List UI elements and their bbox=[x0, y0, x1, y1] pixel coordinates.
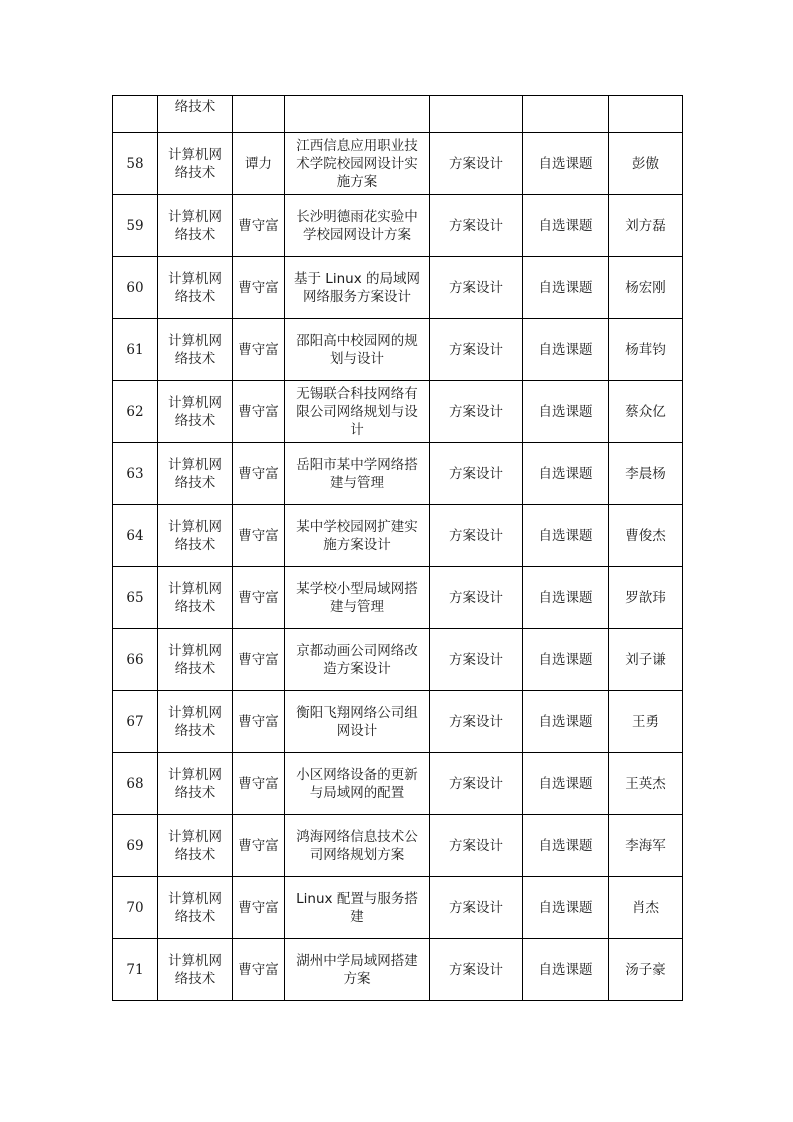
cell-major: 计算机网络技术 bbox=[158, 257, 233, 319]
cell-advisor: 曹守富 bbox=[233, 505, 285, 567]
cell-number: 62 bbox=[113, 381, 158, 443]
cell-student: 彭傲 bbox=[609, 133, 683, 195]
cell-title: 长沙明德雨花实验中学校园网设计方案 bbox=[285, 195, 430, 257]
cell-title: 基于 Linux 的局域网网络服务方案设计 bbox=[285, 257, 430, 319]
cell-type: 方案设计 bbox=[430, 753, 523, 815]
cell-number: 69 bbox=[113, 815, 158, 877]
table-row bbox=[113, 257, 683, 319]
cell-type: 方案设计 bbox=[430, 939, 523, 1001]
cell-type: 方案设计 bbox=[430, 133, 523, 195]
cell-major: 计算机网络技术 bbox=[158, 815, 233, 877]
cell-major: 计算机网络技术 bbox=[158, 877, 233, 939]
cell-source: 自选课题 bbox=[523, 195, 609, 257]
cell-type: 方案设计 bbox=[430, 691, 523, 753]
table-row bbox=[113, 381, 683, 443]
cell-source: 自选课题 bbox=[523, 629, 609, 691]
cell-type: 方案设计 bbox=[430, 567, 523, 629]
cell-advisor: 曹守富 bbox=[233, 877, 285, 939]
cell-type: 方案设计 bbox=[430, 505, 523, 567]
cell-advisor: 曹守富 bbox=[233, 443, 285, 505]
cell-source: 自选课题 bbox=[523, 505, 609, 567]
table-row bbox=[113, 505, 683, 567]
cell-major: 计算机网络技术 bbox=[158, 443, 233, 505]
cell-type: 方案设计 bbox=[430, 443, 523, 505]
table-row bbox=[113, 195, 683, 257]
cell-source: 自选课题 bbox=[523, 133, 609, 195]
cell-source: 自选课题 bbox=[523, 877, 609, 939]
cell-student: 刘方磊 bbox=[609, 195, 683, 257]
cell-type: 方案设计 bbox=[430, 815, 523, 877]
cell-student: 杨茸钧 bbox=[609, 319, 683, 381]
cell-number: 66 bbox=[113, 629, 158, 691]
cell-student: 肖杰 bbox=[609, 877, 683, 939]
cell-student: 李晨杨 bbox=[609, 443, 683, 505]
cell-number bbox=[113, 96, 158, 133]
cell-major: 计算机网络技术 bbox=[158, 567, 233, 629]
cell-advisor bbox=[233, 96, 285, 133]
table-row bbox=[113, 133, 683, 195]
cell-source: 自选课题 bbox=[523, 939, 609, 1001]
cell-major: 计算机网络技术 bbox=[158, 195, 233, 257]
cell-source: 自选课题 bbox=[523, 567, 609, 629]
cell-title: 鸿海网络信息技术公司网络规划方案 bbox=[285, 815, 430, 877]
cell-title: 湖州中学局域网搭建方案 bbox=[285, 939, 430, 1001]
cell-student: 蔡众亿 bbox=[609, 381, 683, 443]
cell-source: 自选课题 bbox=[523, 319, 609, 381]
cell-major: 计算机网络技术 bbox=[158, 629, 233, 691]
cell-title: 某学校小型局域网搭建与管理 bbox=[285, 567, 430, 629]
table-row bbox=[113, 629, 683, 691]
cell-student: 汤子豪 bbox=[609, 939, 683, 1001]
cell-advisor: 曹守富 bbox=[233, 753, 285, 815]
cell-type: 方案设计 bbox=[430, 381, 523, 443]
cell-major: 计算机网络技术 bbox=[158, 133, 233, 195]
table-row bbox=[113, 815, 683, 877]
cell-title: 江西信息应用职业技术学院校园网设计实施方案 bbox=[285, 133, 430, 195]
cell-type: 方案设计 bbox=[430, 877, 523, 939]
cell-title: 岳阳市某中学网络搭建与管理 bbox=[285, 443, 430, 505]
cell-source: 自选课题 bbox=[523, 443, 609, 505]
cell-student: 王勇 bbox=[609, 691, 683, 753]
cell-advisor: 曹守富 bbox=[233, 381, 285, 443]
cell-number: 58 bbox=[113, 133, 158, 195]
cell-type: 方案设计 bbox=[430, 257, 523, 319]
cell-title: 邵阳高中校园网的规划与设计 bbox=[285, 319, 430, 381]
cell-number: 68 bbox=[113, 753, 158, 815]
table-row bbox=[113, 443, 683, 505]
cell-advisor: 曹守富 bbox=[233, 939, 285, 1001]
cell-major: 计算机网络技术 bbox=[158, 505, 233, 567]
cell-major: 络技术 bbox=[158, 96, 233, 133]
cell-number: 63 bbox=[113, 443, 158, 505]
cell-advisor: 曹守富 bbox=[233, 319, 285, 381]
cell-student: 罗歆玮 bbox=[609, 567, 683, 629]
cell-number: 64 bbox=[113, 505, 158, 567]
table-row bbox=[113, 877, 683, 939]
cell-advisor: 谭力 bbox=[233, 133, 285, 195]
table-row bbox=[113, 753, 683, 815]
cell-title: 某中学校园网扩建实施方案设计 bbox=[285, 505, 430, 567]
table-row bbox=[113, 691, 683, 753]
table-row bbox=[113, 319, 683, 381]
cell-advisor: 曹守富 bbox=[233, 629, 285, 691]
cell-student: 杨宏刚 bbox=[609, 257, 683, 319]
cell-student bbox=[609, 96, 683, 133]
table-row bbox=[113, 939, 683, 1001]
cell-source: 自选课题 bbox=[523, 753, 609, 815]
cell-source: 自选课题 bbox=[523, 815, 609, 877]
cell-student: 王英杰 bbox=[609, 753, 683, 815]
cell-title: Linux 配置与服务搭建 bbox=[285, 877, 430, 939]
cell-number: 60 bbox=[113, 257, 158, 319]
cell-source: 自选课题 bbox=[523, 381, 609, 443]
cell-major: 计算机网络技术 bbox=[158, 319, 233, 381]
cell-type: 方案设计 bbox=[430, 629, 523, 691]
cell-title: 衡阳飞翔网络公司组网设计 bbox=[285, 691, 430, 753]
cell-advisor: 曹守富 bbox=[233, 567, 285, 629]
cell-advisor: 曹守富 bbox=[233, 691, 285, 753]
cell-title bbox=[285, 96, 430, 133]
cell-title: 无锡联合科技网络有限公司网络规划与设计 bbox=[285, 381, 430, 443]
cell-number: 59 bbox=[113, 195, 158, 257]
cell-major: 计算机网络技术 bbox=[158, 381, 233, 443]
cell-student: 曹俊杰 bbox=[609, 505, 683, 567]
cell-advisor: 曹守富 bbox=[233, 257, 285, 319]
cell-title: 京都动画公司网络改造方案设计 bbox=[285, 629, 430, 691]
cell-student: 李海军 bbox=[609, 815, 683, 877]
cell-number: 70 bbox=[113, 877, 158, 939]
cell-advisor: 曹守富 bbox=[233, 815, 285, 877]
table-row-continued bbox=[113, 96, 683, 133]
cell-source: 自选课题 bbox=[523, 257, 609, 319]
cell-number: 61 bbox=[113, 319, 158, 381]
cell-number: 67 bbox=[113, 691, 158, 753]
cell-number: 65 bbox=[113, 567, 158, 629]
cell-student: 刘子谦 bbox=[609, 629, 683, 691]
topics-table bbox=[112, 95, 683, 1001]
cell-major: 计算机网络技术 bbox=[158, 939, 233, 1001]
table-body bbox=[113, 96, 683, 1001]
table-row bbox=[113, 567, 683, 629]
cell-source: 自选课题 bbox=[523, 691, 609, 753]
cell-type bbox=[430, 96, 523, 133]
cell-number: 71 bbox=[113, 939, 158, 1001]
cell-type: 方案设计 bbox=[430, 319, 523, 381]
cell-advisor: 曹守富 bbox=[233, 195, 285, 257]
cell-major: 计算机网络技术 bbox=[158, 691, 233, 753]
cell-type: 方案设计 bbox=[430, 195, 523, 257]
cell-source bbox=[523, 96, 609, 133]
cell-major: 计算机网络技术 bbox=[158, 753, 233, 815]
cell-title: 小区网络设备的更新与局域网的配置 bbox=[285, 753, 430, 815]
